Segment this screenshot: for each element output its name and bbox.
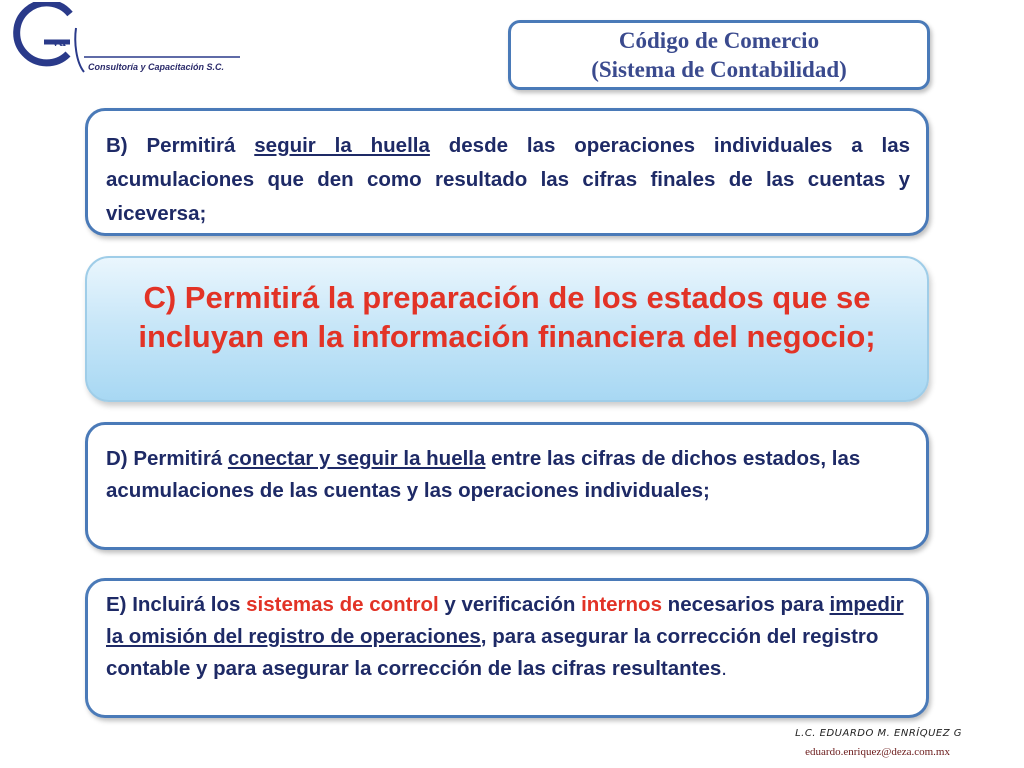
item-c-text: C) Permitirá la preparación de los estados que se incluyan en la información financiera del negocio; xyxy=(138,280,876,354)
item-b-underlined: seguir la huella xyxy=(254,134,430,157)
item-e-red-sistemas: sistemas de control xyxy=(246,593,439,616)
logo-subtitle: Consultoría y Capacitación S.C. xyxy=(88,62,225,72)
footer-author: L.C. EDUARDO M. ENRÍQUEZ G xyxy=(795,728,962,739)
item-e-red-internos: internos xyxy=(581,593,662,616)
item-e-part2: y verificación xyxy=(438,593,582,616)
item-d-box xyxy=(85,422,929,550)
item-d-prefix: D) Permitirá xyxy=(106,447,228,470)
item-d-rest: entre las cifras de dichos estados, las acumulaciones de las cuentas y las operaciones individuales; xyxy=(106,447,861,502)
logo-mark-text: va xyxy=(52,35,66,50)
footer-email: eduardo.enriquez@deza.com.mx xyxy=(805,746,950,758)
company-logo xyxy=(4,2,244,82)
item-e-period: . xyxy=(721,657,727,680)
item-e-part1: E) Incluirá los xyxy=(106,593,247,616)
item-d-underlined: conectar y seguir la huella xyxy=(227,447,486,470)
item-c-box xyxy=(85,256,929,402)
slide-title-line2: (Sistema de Contabilidad) xyxy=(591,57,847,82)
item-e-box xyxy=(85,578,929,718)
item-e-part4: , para asegurar la corrección del registro contable y para asegurar la corrección de las cifras resultantes xyxy=(106,625,879,680)
slide-title-box xyxy=(508,20,930,90)
item-e-part3: necesarios para xyxy=(661,593,830,616)
item-b-prefix: B) Permitirá xyxy=(106,134,255,157)
item-b-box xyxy=(85,108,929,236)
item-b-rest: desde las operaciones individuales a las acumulaciones que den como resultado las cifras finales de las cuentas y viceversa; xyxy=(106,134,911,225)
item-e-underlined: impedir la omisión del registro de operaciones xyxy=(106,593,904,648)
slide-title-line1: Código de Comercio xyxy=(618,28,820,53)
